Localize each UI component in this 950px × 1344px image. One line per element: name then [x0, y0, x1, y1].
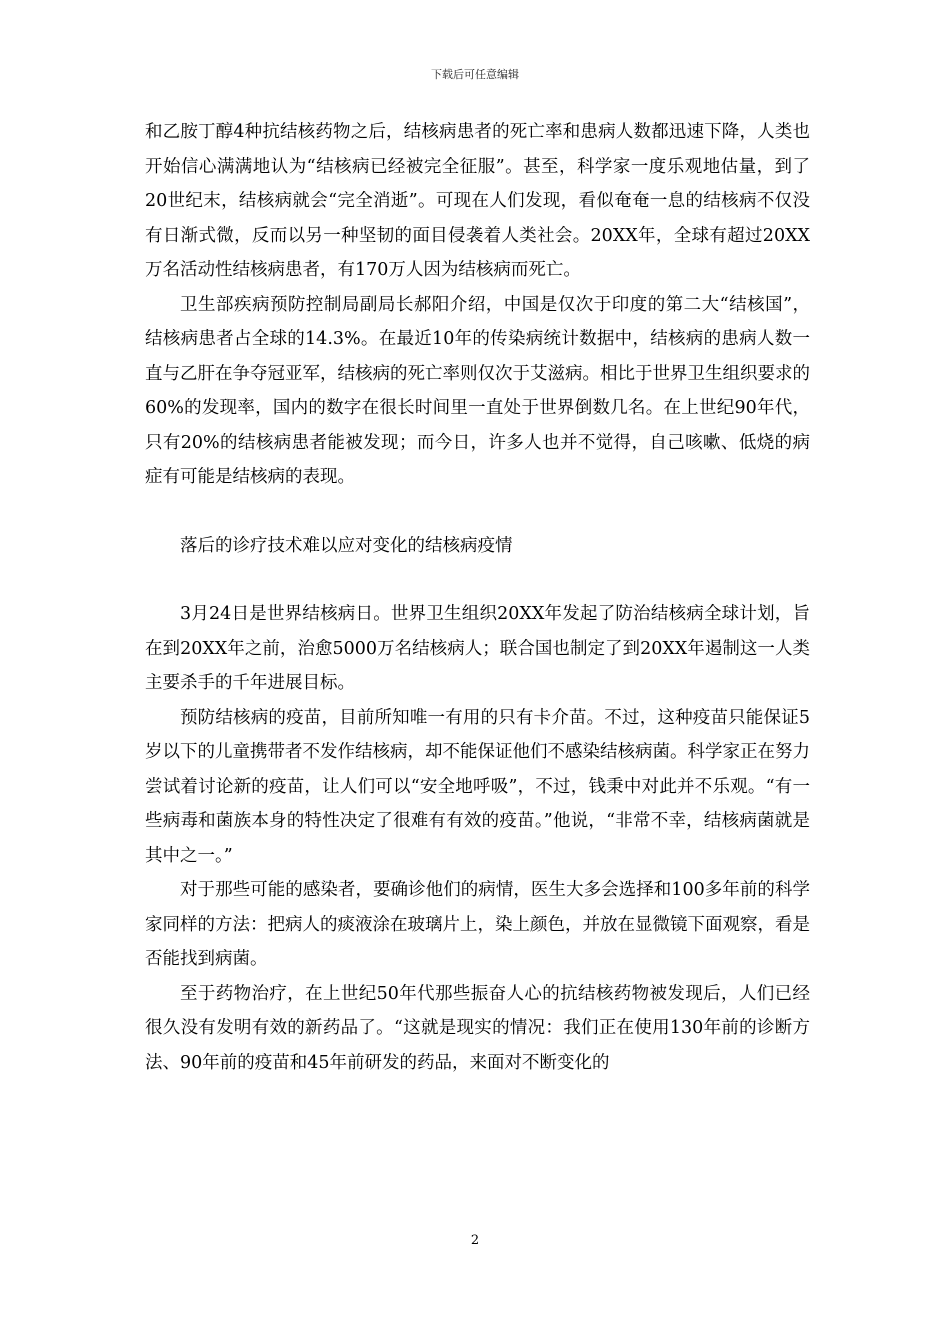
paragraph: 和乙胺丁醇4种抗结核药物之后，结核病患者的死亡率和患病人数都迅速下降，人类也开始信心满满地认为“结核病已经被完全征服”。甚至，科学家一度乐观地估量，到了20世纪末，结核病就会“完全消逝”。可现在人们发现，看似奄奄一息的结核病不仅没有日渐式微，反而以另一种坚韧的面目侵袭着人类社会。20XX年，全球有超过20XX万名活动性结核病患者，有170万人因为结核病而死亡。 — [145, 122, 810, 280]
page-number: 2 — [470, 1233, 480, 1248]
section-heading: 落后的诊疗技术难以应对变化的结核病疫情 — [180, 535, 513, 556]
paragraph: 预防结核病的疫苗，目前所知唯一有用的只有卡介苗。不过，这种疫苗只能保证5岁以下的儿童携带者不发作结核病，却不能保证他们不感染结核病菌。科学家正在努力尝试着讨论新的疫苗，让人们可以“安全地呼吸”，不过，钱秉中对此并不乐观。“有一些病毒和菌族本身的特性决定了很难有有效的疫苗。”他说，“非常不幸，结核病菌就是其中之一。” — [145, 707, 810, 866]
paragraph: 至于药物治疗，在上世纪50年代那些振奋人心的抗结核药物被发现后，人们已经很久没有发明有效的新药品了。“这就是现实的情况：我们正在使用130年前的诊断方法、90年前的疫苗和45年前研发的药品，来面对不断变化的 — [145, 983, 810, 1073]
paragraph: 卫生部疾病预防控制局副局长郝阳介绍，中国是仅次于印度的第二大“结核国”，结核病患者占全球的14.3%。在最近10年的传染病统计数据中，结核病的患病人数一直与乙肝在争夺冠亚军，结核病的死亡率则仅次于艾滋病。相比于世界卫生组织要求的60%的发现率，国内的数字在很长时间里一直处于世界倒数几名。在上世纪90年代，只有20%的结核病患者能被发现；而今日，许多人也并不觉得，自己咳嗽、低烧的病症有可能是结核病的表现。 — [145, 294, 810, 487]
page-header: 下载后可任意编辑 — [431, 68, 519, 81]
paragraph: 对于那些可能的感染者，要确诊他们的病情，医生大多会选择和100多年前的科学家同样的方法：把病人的痰液涂在玻璃片上，染上颜色，并放在显微镜下面观察，看是否能找到病菌。 — [145, 880, 810, 969]
document-body — [145, 115, 810, 1080]
paragraph: 3月24日是世界结核病日。世界卫生组织20XX年发起了防治结核病全球计划，旨在到20XX年之前，治愈5000万名结核病人；联合国也制定了到20XX年遏制这一人类主要杀手的千年进展目标。 — [145, 604, 810, 693]
